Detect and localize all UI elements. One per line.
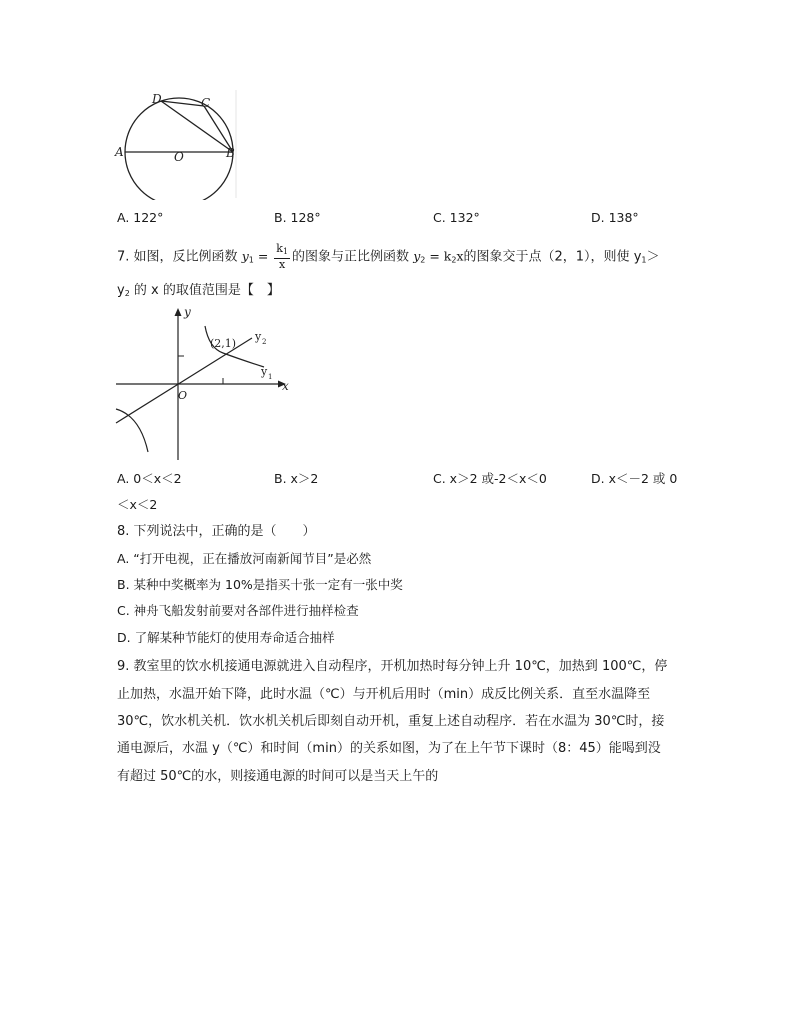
x-axis-label: x bbox=[282, 379, 289, 393]
q9-line-2: 止加热，水温开始下降，此时水温（℃）与开机后用时（min）成反比例关系．直至水温降至 bbox=[117, 687, 651, 702]
q7-text-a: 如图，反比例函数 bbox=[133, 249, 238, 265]
q7-line2-text: 的 x 的取值范围是【 】 bbox=[129, 283, 280, 298]
y-axis-label: y bbox=[184, 305, 191, 319]
circle-figure bbox=[112, 88, 242, 200]
label-B: B bbox=[226, 146, 235, 160]
q7-text-c: 的图象交于点（2，1），则使 y bbox=[463, 249, 642, 265]
q7-option-d-continued: ＜x＜2 bbox=[117, 497, 158, 512]
q7-y1: y bbox=[241, 248, 249, 264]
q7-gt: ＞ bbox=[646, 249, 660, 265]
function-graph bbox=[112, 302, 292, 464]
y1-label: y bbox=[261, 365, 268, 378]
q7-equals: = bbox=[253, 248, 273, 264]
q7-y1-sub2: 1 bbox=[641, 255, 647, 265]
label-O: O bbox=[174, 150, 184, 164]
q7-text-b: 的图象与正比例函数 bbox=[292, 249, 410, 265]
q7-stem-line1 bbox=[117, 243, 660, 271]
q9-line-5: 有超过 50℃的水，则接通电源的时间可以是当天上午的 bbox=[117, 769, 439, 784]
q9-line-3: 30℃，饮水机关机．饮水机关机后即刻自动开机，重复上述自动程序．若在水温为 30℃时，接 bbox=[117, 714, 665, 729]
label-A: A bbox=[115, 145, 124, 159]
origin-label: O bbox=[178, 389, 188, 402]
label-C: C bbox=[201, 96, 211, 110]
q8-option-d: D. 了解某种节能灯的使用寿命适合抽样 bbox=[117, 630, 335, 645]
q7-fraction bbox=[274, 243, 290, 271]
q8-option-a: A. “打开电视，正在播放河南新闻节目”是必然 bbox=[117, 551, 372, 566]
q7-number: 7. bbox=[117, 249, 130, 265]
q6-option-c: C. 132° bbox=[433, 210, 480, 225]
q7-option-b: B. x＞2 bbox=[274, 471, 319, 486]
q7-line2-y: y bbox=[117, 283, 125, 298]
point-label: (2,1) bbox=[210, 337, 237, 350]
q7-equals-k2: = k bbox=[425, 248, 452, 264]
graph-figure bbox=[112, 302, 292, 464]
y1-sub: 1 bbox=[268, 373, 273, 381]
q7-k2-sub: 2 bbox=[451, 255, 457, 265]
q7-option-a: A. 0＜x＜2 bbox=[117, 471, 182, 486]
label-D: D bbox=[152, 92, 162, 106]
y2-sub: 2 bbox=[262, 338, 267, 346]
q7-stem-line2 bbox=[117, 283, 280, 302]
q7-x2: x bbox=[456, 248, 464, 264]
y2-label: y bbox=[255, 330, 262, 343]
q7-option-d: D. x＜－2 或 0 bbox=[591, 471, 678, 486]
q8-option-b: B. 某种中奖概率为 10%是指买十张一定有一张中奖 bbox=[117, 577, 403, 592]
q7-y1-sub: 1 bbox=[248, 255, 254, 265]
q6-option-b: B. 128° bbox=[274, 210, 321, 225]
q7-k1: k bbox=[276, 242, 283, 255]
q7-denominator: x bbox=[279, 258, 286, 271]
q8-stem: 8. 下列说法中，正确的是（ ） bbox=[117, 524, 316, 539]
circle-diagram bbox=[112, 88, 242, 200]
q7-y2-sub: 2 bbox=[420, 255, 426, 265]
q6-option-d: D. 138° bbox=[591, 210, 639, 225]
q9-line-4: 通电源后，水温 y（℃）和时间（min）的关系如图，为了在上午节下课时（8：45）能喝到没 bbox=[117, 741, 661, 756]
q7-k1-sub: 1 bbox=[282, 247, 289, 256]
q6-option-a: A. 122° bbox=[117, 210, 164, 225]
q7-line2-sub: 2 bbox=[124, 289, 130, 298]
q7-y2: y bbox=[413, 248, 421, 264]
q8-option-c: C. 神舟飞船发射前要对各部件进行抽样检查 bbox=[117, 603, 359, 618]
q7-option-c: C. x＞2 或-2＜x＜0 bbox=[433, 471, 547, 486]
q9-line-1: 9. 教室里的饮水机接通电源就进入自动程序，开机加热时每分钟上升 10℃，加热到 100℃，停 bbox=[117, 659, 668, 674]
